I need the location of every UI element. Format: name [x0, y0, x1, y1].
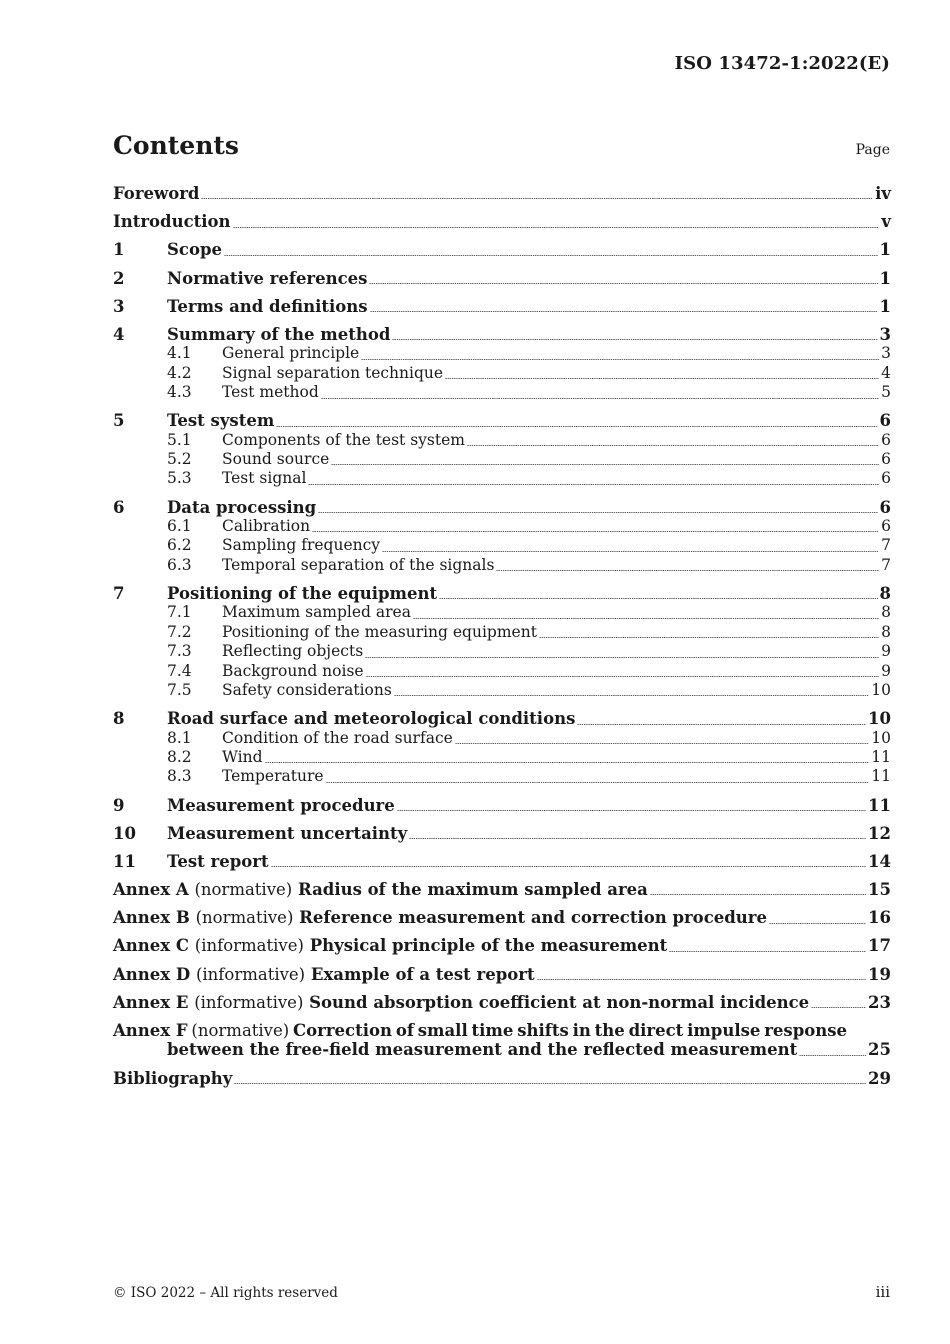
- toc-number: 6.2: [167, 536, 192, 555]
- dot-leader: [397, 810, 866, 811]
- toc-title: Positioning of the equipment: [167, 584, 438, 604]
- toc-number: 11: [113, 851, 136, 871]
- toc-entry-section[interactable]: [113, 852, 891, 871]
- toc-number: 7.3: [167, 642, 192, 661]
- dot-leader: [365, 657, 879, 658]
- toc-entry-subsection[interactable]: [113, 450, 891, 469]
- toc-number: 4.2: [167, 363, 192, 382]
- toc-number: 6: [113, 497, 125, 517]
- dot-leader: [370, 311, 878, 312]
- toc-title: Calibration: [222, 517, 311, 536]
- annex-type: (normative): [191, 1021, 290, 1041]
- toc-entry-subsection[interactable]: [113, 662, 891, 681]
- annex-f-line-1: [113, 1021, 891, 1040]
- toc-page: 7: [881, 536, 891, 555]
- toc-number: 4: [113, 324, 125, 344]
- dot-leader: [233, 227, 880, 228]
- toc-entry-subsection[interactable]: [113, 767, 891, 786]
- dot-leader: [445, 378, 879, 379]
- dot-leader: [413, 618, 879, 619]
- toc-number: 7.2: [167, 622, 192, 641]
- annex-type: (informative): [195, 964, 306, 984]
- toc-entry-annex-b[interactable]: [113, 908, 891, 927]
- annex-label: Annex A: [113, 880, 189, 900]
- toc-number: 10: [113, 823, 136, 843]
- toc-page: 11: [871, 747, 891, 766]
- toc-title: Introduction: [113, 212, 231, 232]
- toc-entry-subsection[interactable]: [113, 364, 891, 383]
- toc-page: 6: [879, 411, 891, 431]
- annex-title: Physical principle of the measurement: [309, 936, 668, 956]
- toc-entry-subsection[interactable]: [113, 729, 891, 748]
- toc-page: 14: [868, 851, 891, 871]
- toc-page: 1: [879, 268, 891, 288]
- toc-entry-subsection[interactable]: [113, 681, 891, 700]
- annex-type: (informative): [194, 992, 304, 1012]
- toc-number: 4.3: [167, 383, 192, 402]
- toc-page: 6: [879, 497, 891, 517]
- dot-leader: [467, 445, 879, 446]
- toc-page: 23: [868, 992, 891, 1012]
- toc-page: 5: [881, 383, 891, 402]
- annex-title: Sound absorption coefficient at non-normal incidence: [309, 992, 810, 1012]
- standard-id: ISO 13472-1:2022(E): [674, 53, 890, 74]
- toc-entry-section[interactable]: [113, 498, 891, 517]
- annex-title-word: shifts: [517, 1021, 569, 1041]
- toc-page: 10: [871, 680, 891, 699]
- toc-title: Wind: [222, 747, 263, 766]
- toc-page: 6: [881, 517, 891, 536]
- annex-title: Reference measurement and correction procedure: [299, 908, 767, 928]
- dot-leader: [769, 923, 866, 924]
- toc-entry-annex-e[interactable]: [113, 993, 891, 1012]
- toc-entry-annex-a[interactable]: [113, 880, 891, 899]
- toc-entry-subsection[interactable]: [113, 556, 891, 575]
- annex-title-word: Correction: [293, 1021, 392, 1041]
- toc-title: Positioning of the measuring equipment: [222, 622, 537, 641]
- dot-leader: [409, 838, 866, 839]
- toc-page: iv: [875, 184, 891, 203]
- toc-entry-subsection[interactable]: [113, 383, 891, 402]
- annex-title-word: of: [395, 1021, 414, 1041]
- dot-leader: [496, 570, 879, 571]
- dot-leader: [326, 782, 870, 783]
- toc-title: Scope: [167, 240, 223, 260]
- table-of-contents: [113, 184, 891, 1088]
- toc-entry-section[interactable]: [113, 411, 891, 430]
- toc-page: 3: [879, 324, 891, 344]
- annex-title-continued: between the free-field measurement and the reflected measurement: [167, 1040, 798, 1060]
- toc-title: [113, 908, 767, 927]
- toc-title: Sound source: [222, 450, 330, 469]
- toc-number: 9: [113, 795, 125, 815]
- toc-title: Test signal: [222, 469, 307, 488]
- annex-title-word: small: [417, 1021, 468, 1041]
- toc-title: [113, 880, 648, 899]
- dot-leader: [234, 1083, 866, 1084]
- toc-entry-foreword[interactable]: [113, 184, 891, 203]
- toc-title: Safety considerations: [222, 680, 392, 699]
- toc-title: Maximum sampled area: [222, 603, 411, 622]
- toc-number: 6.1: [167, 517, 192, 536]
- annex-type: (normative): [195, 908, 294, 928]
- toc-page: 8: [881, 603, 891, 622]
- toc-title: Measurement uncertainty: [167, 823, 408, 843]
- dot-leader: [321, 398, 879, 399]
- toc-entry-subsection[interactable]: [113, 536, 891, 555]
- toc-page: 19: [868, 964, 891, 984]
- annex-label: Annex C: [113, 936, 190, 956]
- toc-page: 7: [881, 555, 891, 574]
- toc-page: 1: [879, 240, 891, 260]
- annex-label: Annex B: [113, 908, 190, 928]
- annex-title-word: the: [594, 1021, 625, 1041]
- annex-label: Annex F: [113, 1021, 188, 1041]
- dot-leader: [224, 255, 878, 256]
- toc-title: Test system: [167, 411, 275, 431]
- toc-entry-section[interactable]: [113, 709, 891, 728]
- copyright-notice: © ISO 2022 – All rights reserved: [113, 1285, 338, 1301]
- dot-leader: [650, 894, 866, 895]
- toc-entry-annex-d[interactable]: [113, 965, 891, 984]
- dot-leader: [369, 283, 877, 284]
- toc-number: 4.1: [167, 344, 192, 363]
- toc-page: 10: [868, 709, 891, 729]
- toc-entry-subsection[interactable]: [113, 344, 891, 363]
- toc-page: 9: [881, 642, 891, 661]
- annex-title-word: impulse: [687, 1021, 761, 1041]
- toc-title: Summary of the method: [167, 324, 391, 344]
- toc-entry-introduction[interactable]: [113, 212, 891, 231]
- toc-number: 8.1: [167, 728, 192, 747]
- dot-leader: [799, 1055, 866, 1056]
- toc-title: Measurement procedure: [167, 795, 395, 815]
- annex-title-word: in: [572, 1021, 591, 1041]
- toc-title: Test report: [167, 851, 269, 871]
- toc-title: [113, 936, 667, 955]
- dot-leader: [331, 464, 879, 465]
- annex-f-line-2: [113, 1040, 891, 1059]
- toc-title: Condition of the road surface: [222, 728, 453, 747]
- dot-leader: [539, 637, 879, 638]
- toc-entry-section[interactable]: [113, 297, 891, 316]
- toc-title: Signal separation technique: [222, 363, 444, 382]
- toc-page: 8: [881, 622, 891, 641]
- toc-title: Bibliography: [113, 1068, 233, 1088]
- dot-leader: [308, 484, 879, 485]
- dot-leader: [276, 426, 877, 427]
- dot-leader: [439, 598, 877, 599]
- toc-entry-subsection[interactable]: [113, 469, 891, 488]
- toc-entry-section[interactable]: [113, 824, 891, 843]
- toc-entry-section[interactable]: [113, 269, 891, 288]
- toc-page: 16: [868, 908, 891, 928]
- toc-page: 9: [881, 661, 891, 680]
- annex-title: Example of a test report: [310, 964, 535, 984]
- dot-leader: [394, 695, 869, 696]
- toc-title: [113, 993, 809, 1012]
- toc-page: 6: [881, 450, 891, 469]
- dot-leader: [811, 1007, 866, 1008]
- toc-number: 7: [113, 584, 125, 604]
- toc-number: 5.2: [167, 450, 192, 469]
- toc-number: 2: [113, 268, 125, 288]
- toc-number: 3: [113, 296, 125, 316]
- annex-type: (informative): [194, 936, 304, 956]
- toc-title: Components of the test system: [222, 430, 465, 449]
- dot-leader: [312, 531, 879, 532]
- toc-page: 15: [868, 880, 891, 900]
- toc-title: Road surface and meteorological conditions: [167, 709, 576, 729]
- dot-leader: [361, 359, 879, 360]
- dot-leader: [392, 339, 877, 340]
- toc-title: Temperature: [222, 767, 324, 786]
- toc-title: Temporal separation of the signals: [222, 555, 495, 574]
- toc-entry-annex-c[interactable]: [113, 936, 891, 955]
- toc-title: Test method: [222, 383, 319, 402]
- toc-entry-section[interactable]: [113, 325, 891, 344]
- annex-label: Annex E: [113, 992, 189, 1012]
- annex-label: Annex D: [113, 964, 191, 984]
- toc-page: 11: [868, 795, 891, 815]
- dot-leader: [669, 951, 866, 952]
- toc-page: v: [881, 212, 891, 232]
- toc-page: 6: [881, 469, 891, 488]
- toc-page: 1: [879, 296, 891, 316]
- toc-entry-section[interactable]: [113, 240, 891, 259]
- page-number: iii: [875, 1283, 890, 1301]
- toc-page: 4: [881, 363, 891, 382]
- toc-title: Terms and definitions: [167, 296, 368, 316]
- toc-number: 7.5: [167, 680, 192, 699]
- toc-entry-bibliography[interactable]: [113, 1069, 891, 1088]
- toc-title: Sampling frequency: [222, 536, 381, 555]
- toc-number: 5.1: [167, 430, 192, 449]
- toc-page: 25: [868, 1040, 891, 1060]
- annex-title: Radius of the maximum sampled area: [298, 880, 648, 900]
- toc-title: General principle: [222, 344, 360, 363]
- toc-number: 8.3: [167, 767, 192, 786]
- annex-title-word: response: [764, 1021, 848, 1041]
- toc-number: 8.2: [167, 747, 192, 766]
- dot-leader: [271, 866, 866, 867]
- toc-entry-subsection[interactable]: [113, 517, 891, 536]
- dot-leader: [455, 743, 869, 744]
- dot-leader: [265, 762, 870, 763]
- toc-entry-subsection[interactable]: [113, 642, 891, 661]
- toc-entry-subsection[interactable]: [113, 431, 891, 450]
- dot-leader: [366, 676, 880, 677]
- toc-title: Data processing: [167, 497, 317, 517]
- dot-leader: [382, 551, 879, 552]
- toc-page: 8: [879, 584, 891, 604]
- toc-page: 17: [868, 936, 891, 956]
- toc-number: 8: [113, 709, 125, 729]
- toc-number: 6.3: [167, 555, 192, 574]
- dot-leader: [201, 198, 873, 199]
- toc-number: 7.4: [167, 661, 192, 680]
- toc-entry-subsection[interactable]: [113, 603, 891, 622]
- toc-page: 10: [871, 728, 891, 747]
- annex-title-word: direct: [628, 1021, 684, 1041]
- annex-title-word: time: [471, 1021, 514, 1041]
- toc-title: Foreword: [113, 184, 200, 203]
- toc-number: 1: [113, 240, 125, 260]
- toc-page: 11: [871, 767, 891, 786]
- toc-entry-subsection[interactable]: [113, 748, 891, 767]
- dot-leader: [537, 979, 866, 980]
- toc-entry-section[interactable]: [113, 796, 891, 815]
- toc-page: 3: [881, 344, 891, 363]
- toc-title: Reflecting objects: [222, 642, 364, 661]
- toc-title: [113, 965, 535, 984]
- toc-page: 12: [868, 823, 891, 843]
- toc-entry-subsection[interactable]: [113, 623, 891, 642]
- toc-entry-annex-f[interactable]: [113, 1021, 891, 1060]
- dot-leader: [577, 724, 866, 725]
- toc-page: 29: [868, 1068, 891, 1088]
- dot-leader: [318, 512, 877, 513]
- contents-title: Contents: [113, 131, 240, 160]
- toc-number: 5: [113, 411, 125, 431]
- toc-title: Normative references: [167, 268, 368, 288]
- toc-number: 7.1: [167, 603, 192, 622]
- toc-page: 6: [881, 430, 891, 449]
- page-column-label: Page: [855, 142, 890, 158]
- toc-number: 5.3: [167, 469, 192, 488]
- annex-type: (normative): [194, 880, 293, 900]
- toc-title: Background noise: [222, 661, 364, 680]
- toc-entry-section[interactable]: [113, 584, 891, 603]
